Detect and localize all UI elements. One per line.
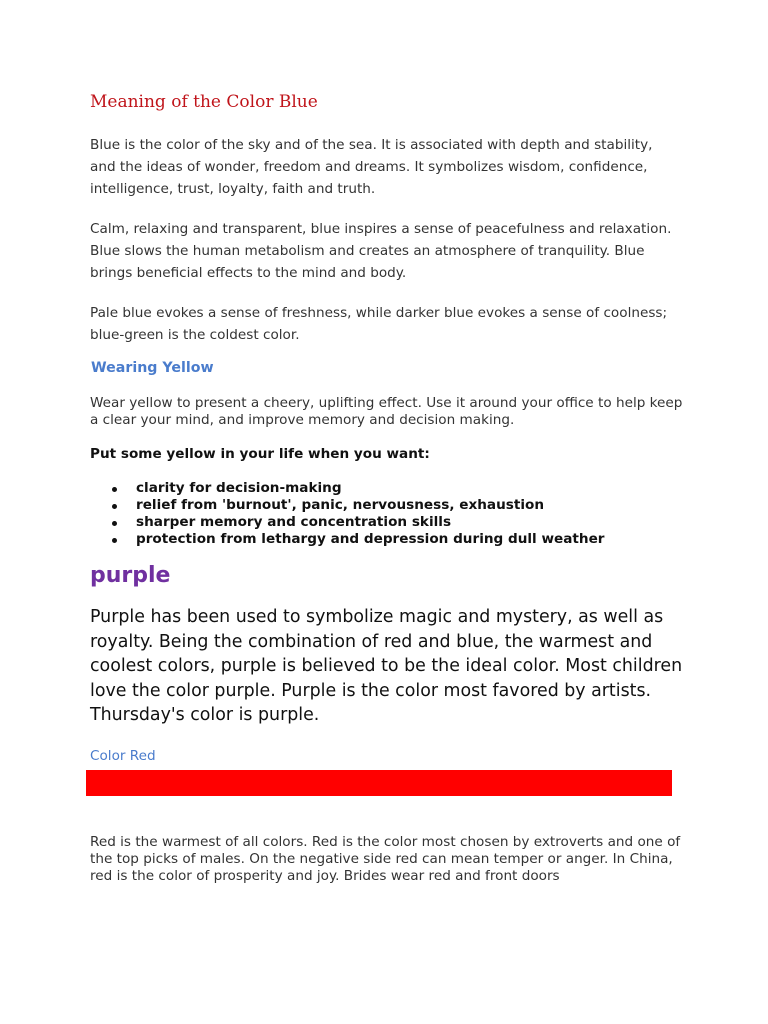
list-item (112, 480, 605, 497)
purple-section-heading: purple (90, 563, 171, 588)
red-color-swatch (86, 770, 672, 796)
red-section-heading: Color Red (90, 748, 156, 764)
list-item (112, 531, 605, 548)
blue-paragraph-1: Blue is the color of the sky and of the sea. It is associated with depth and stability, and the ideas of wonder, freedom and dreams. It symbolizes wisdom, confidence, intelligence, trust, loyalty, faith and truth. (90, 137, 653, 197)
list-item-text: relief from 'burnout', panic, nervousness, exhaustion (136, 497, 545, 513)
list-item-text: protection from lethargy and depression during dull weather (136, 531, 605, 547)
bullet-icon (112, 521, 117, 526)
list-item-text: clarity for decision-making (136, 480, 342, 496)
purple-paragraph: Purple has been used to symbolize magic and mystery, as well as royalty. Being the combination of red and blue, the warmest and coolest colors, purple is believed to be the ideal color. Most children love the color purple. Purple is the color most favored by artists. Thursday's color is purple. (90, 607, 683, 725)
bullet-icon (112, 487, 117, 492)
yellow-lead-text: Put some yellow in your life when you want: (90, 446, 430, 462)
yellow-section-heading: Wearing Yellow (91, 360, 214, 376)
blue-paragraph-3: Pale blue evokes a sense of freshness, while darker blue evokes a sense of coolness; blue-green is the coldest color. (90, 305, 668, 343)
bullet-icon (112, 538, 117, 543)
list-item-text: sharper memory and concentration skills (136, 514, 452, 530)
yellow-paragraph: Wear yellow to present a cheery, uplifting effect. Use it around your office to help keep a clear your mind, and improve memory and decision making. (90, 395, 683, 428)
blue-section-heading: Meaning of the Color Blue (90, 92, 318, 112)
yellow-benefit-list (112, 480, 605, 548)
red-paragraph: Red is the warmest of all colors. Red is the color most chosen by extroverts and one of the top picks of males. On the negative side red can mean temper or anger. In China, red is the color of prosperity and joy. Brides wear red and front doors (90, 834, 681, 884)
list-item (112, 497, 605, 514)
list-item (112, 514, 605, 531)
bullet-icon (112, 504, 117, 509)
blue-paragraph-2: Calm, relaxing and transparent, blue inspires a sense of peacefulness and relaxation. Blue slows the human metabolism and creates an atmosphere of tranquility. Blue brings beneficial effects to the mind and body. (90, 221, 672, 281)
